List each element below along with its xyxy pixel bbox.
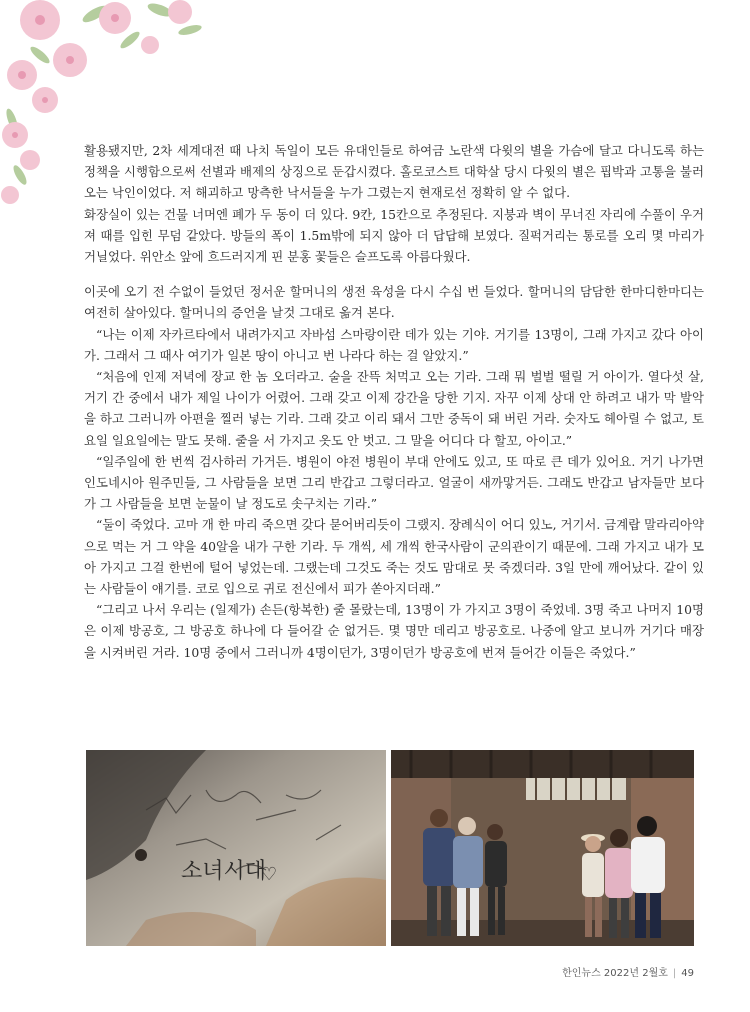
testimony-quote: “일주일에 한 번씩 검사하러 가거든. 병원이 야전 병원이 부대 안에도 있고, 또 따로 큰 데가 있어요. 거기 나가면 인도네시아 원주민들, 그 사람들을 보면 그리 반갑고 그렇더라고. 얼굴이 새까맣거든. 그래도 반갑고 남자들만 보다가 그 사람들을 보면 눈물이 날 정도로 솟구치는 기라.”: [84, 453, 704, 512]
paragraph: 이곳에 오기 전 수없이 들었던 정서운 할머니의 생전 육성을 다시 수십 번 들었다. 할머니의 담담한 한마디한마디는 여전히 살아있다. 할머니의 증언을 날것 그대로 옮겨 본다.: [84, 284, 704, 321]
testimony-quote: “그리고 나서 우리는 (일제가) 손든(항복한) 줄 몰랐는데, 13명이 가 가지고 3명이 죽었네. 3명 죽고 나머지 10명은 이제 방공호, 그 방공호 하나에 다 들어갈 순 없거든. 몇 명만 데리고 방공호로. 나중에 알고 보니까 거기다 매장을 시켜버린 거라. 10명 중에서 그러니까 4명이던가, 3명이던가 방공호에 번져 들어간 이들은 죽었다.”: [84, 602, 704, 660]
publication-name: 한인뉴스 2022년 2월호: [562, 968, 668, 979]
article-body: [84, 140, 704, 663]
page-number: 49: [681, 968, 694, 979]
paragraph: 활용됐지만, 2차 세계대전 때 나치 독일이 모든 유대인들로 하여금 노란색 다윗의 별을 가슴에 달고 다니도록 하는 정책을 시행함으로써 선별과 배제의 상징으로 둔갑시켰다. 홀로코스트 대학살 당시 다윗의 별은 핍박과 고통을 불러오는 낙인이었다. 저 해괴하고 망측한 낙서들을 누가 그렸는지 현재로선 정확히 알 수 없다.: [84, 143, 704, 201]
testimony-quote: “처음에 인제 저녁에 장교 한 놈 오더라고. 술을 잔뜩 처먹고 오는 기라. 그래 뭐 벌벌 떨릴 거 아이가. 열다섯 살, 거기 간 중에서 내가 제일 나이가 어렸어. 그래 갖고 이제 강간을 당한 기지. 자꾸 이제 상대 안 하려고 내가 막 발악을 하고 그러니까 아편을 찔러 넣는 기라. 그래 갖고 이리 돼서 그만 중독이 돼 버린 거라. 숫자도 헤아릴 수 없고, 토요일 일요일에는 말도 못해. 줄을 서 가지고 옷도 안 벗고. 그 말을 어디다 다 할꼬, 아이고.”: [84, 369, 704, 448]
wall-writing: 소녀시대: [181, 859, 267, 884]
photo-visitors-group: [391, 750, 694, 946]
photo-wall-graffiti: [86, 750, 386, 946]
footer-separator: |: [672, 968, 677, 979]
page-footer: [0, 964, 694, 979]
heart-drawing: ♡: [261, 864, 278, 885]
testimony-quote: “둘이 죽었다. 고마 개 한 마리 죽으면 갖다 묻어버리듯이 그랬지. 장례식이 어디 있노, 거기서. 금계랍 말라리아약으로 먹는 거 그 약을 40알을 내가 구한 기라. 두 개씩, 세 개씩 한국사람이 군의관이기 때문에. 그래 가지고 내가 모아 가지고 그걸 한번에 털어 넣었는데. 그랬는데 그것도 죽는 것도 맘대로 못 죽겠더라. 3일 만에 깨어났다. 같이 있는 사람들이 얘기를. 코로 입으로 귀로 전신에서 피가 쏟아지더래.”: [84, 517, 704, 597]
testimony-quote: “나는 이제 자카르타에서 내려가지고 자바섬 스마랑이란 데가 있는 기야. 거기를 13명이, 그래 가지고 갔다 아이가. 그래서 그 때사 여기가 일본 땅이 아니고 번 나라다 하는 걸 알았지.”: [84, 326, 704, 363]
paragraph: 화장실이 있는 건물 너머엔 폐가 두 동이 더 있다. 9칸, 15칸으로 추정된다. 지붕과 벽이 무너진 자리에 수풀이 우거져 때를 입힌 무덤 같았다. 방들의 폭이 1.5m밖에 되지 않아 더 답답해 보였다. 질퍽거리는 통로를 오리 몇 마리가 거닐었다. 위안소 앞에 흐드러지게 핀 분홍 꽃들은 슬프도록 아름다웠다.: [84, 206, 704, 265]
